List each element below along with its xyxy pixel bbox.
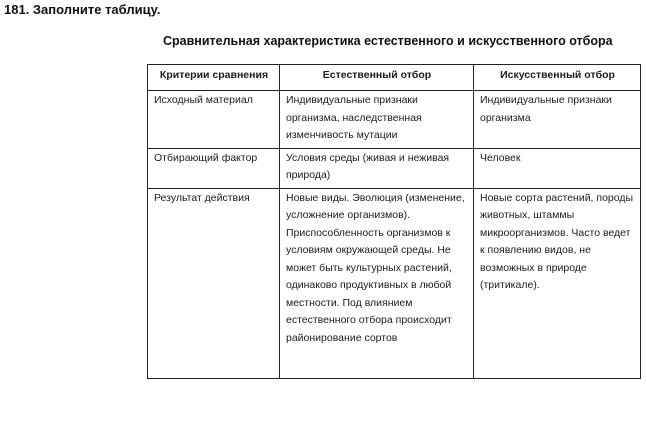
cell-criterion: Исходный материал: [148, 91, 280, 149]
table-caption: Сравнительная характеристика естественного и искусственного отбора: [163, 34, 613, 48]
cell-artificial: Индивидуальные признаки организма: [474, 91, 641, 149]
cell-natural: Индивидуальные признаки организма, наследственная изменчивость мутации: [280, 91, 474, 149]
comparison-table: [147, 64, 641, 379]
header-natural-selection: Естественный отбор: [280, 65, 474, 91]
table-row: [148, 188, 641, 378]
cell-natural: Условия среды (живая и неживая природа): [280, 148, 474, 188]
header-artificial-selection: Искусственный отбор: [474, 65, 641, 91]
cell-criterion: Отбирающий фактор: [148, 148, 280, 188]
cell-criterion: Результат действия: [148, 188, 280, 378]
table-header-row: [148, 65, 641, 91]
cell-artificial: Новые сорта растений, породы животных, штаммы микроорганизмов. Часто ведет к появлению видов, не возможных в природе (тритикале).: [474, 188, 641, 378]
task-title: 181. Заполните таблицу.: [4, 2, 161, 17]
cell-natural: Новые виды. Эволюция (изменение, усложнение организмов). Приспособленность организмов к условиям окружающей среды. Не может быть культурных растений, одинаково продуктивных в любой местности. Под влиянием естественного отбора происходит районирование сортов: [280, 188, 474, 378]
table-row: [148, 91, 641, 149]
cell-artificial: Человек: [474, 148, 641, 188]
table-row: [148, 148, 641, 188]
header-criteria: Критерии сравнения: [148, 65, 280, 91]
